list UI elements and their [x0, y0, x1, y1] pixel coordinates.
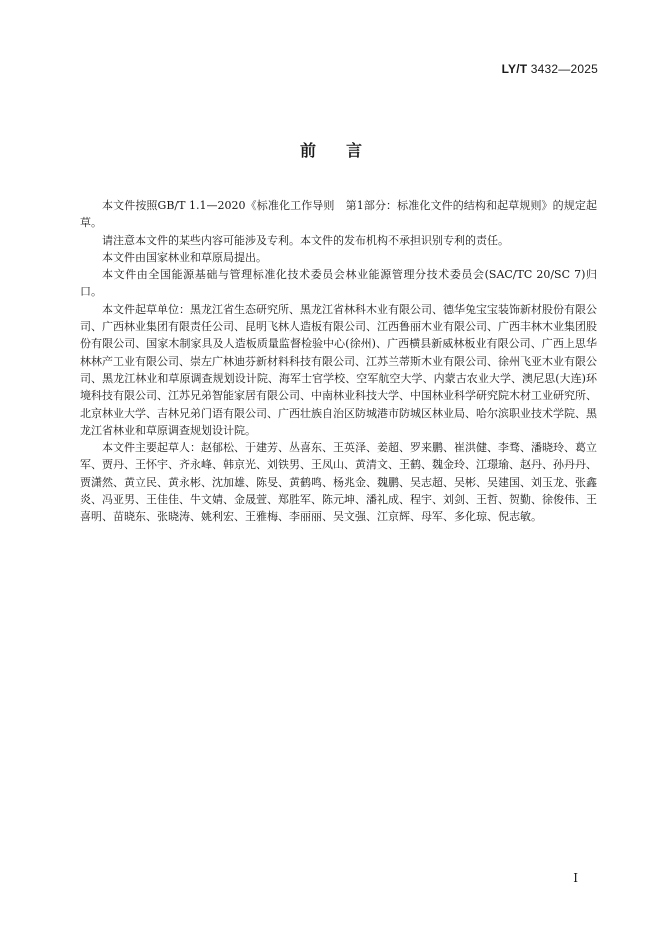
- paragraph-drafting-units: 本文件起草单位：黑龙江省生态研究所、黑龙江省林科木业有限公司、德华兔宝宝装饰新材股份有限公司、广西林业集团有限责任公司、昆明飞林人造板有限公司、江西鲁丽木业有限公司、广西丰林木业集团股份有限公司、国家木制家具及人造板质量监督检验中心(徐州)、广西横县新威林板业有限公司、广西上思华林林产工业有限公司、崇左广林迪芬新材料科技有限公司、江苏兰蒂斯木业有限公司、徐州飞亚木业有限公司、黑龙江林业和草原调查规划设计院、海军士官学校、空军航空大学、内蒙古农业大学、澳尼思(大连)环境科技有限公司、江苏兄弟智能家居有限公司、中南林业科技大学、中国林业科学研究院木材工业研究所、北京林业大学、吉林兄弟门语有限公司、广西壮族自治区防城港市防城区林业局、哈尔滨职业技术学院、黑龙江省林业和草原调查规划设计院。: [80, 302, 597, 437]
- paragraph-patent-notice: 请注意本文件的某些内容可能涉及专利。本文件的发布机构不承担识别专利的责任。: [102, 233, 509, 247]
- document-body: [80, 197, 597, 526]
- paragraph-drafting-rules: 本文件按照GB/T 1.1—2020《标准化工作导则 第1部分：标准化文件的结构和起草规则》的规定起草。: [80, 199, 597, 230]
- page-number: I: [573, 871, 578, 885]
- standard-code-number: 3432—2025: [527, 62, 598, 76]
- paragraph-proposer: 本文件由国家林业和草原局提出。: [102, 250, 267, 264]
- standard-code: [502, 62, 598, 76]
- paragraph-drafters: 本文件主要起草人：赵郁松、于建芳、丛喜东、王英泽、姜超、罗来鹏、崔洪健、李骛、潘晓玲、葛立军、贾丹、王怀宇、齐永峰、韩京光、刘铁男、王凤山、黄清文、王鹤、魏金玲、江璟瑜、赵丹、孙丹丹、贾潇然、黄立民、黄永彬、沈加雄、陈旻、黄鹤鸣、杨兆金、魏鹏、吴志超、吴彬、吴建国、刘玉龙、张鑫炎、冯亚男、王佳佳、牛文婧、金晟萱、郑胜军、陈元坤、潘礼成、程宇、刘剑、王哲、贺勤、徐俊伟、王喜明、苗晓东、张晓涛、姚利宏、王雅梅、李丽丽、吴文强、江京辉、母军、多化琼、倪志敏。: [80, 441, 597, 524]
- page-title: 前言: [299, 141, 392, 160]
- paragraph-committee: 本文件由全国能源基础与管理标准化技术委员会林业能源管理分技术委员会(SAC/TC 20/SC 7)归口。: [80, 268, 597, 299]
- standard-code-prefix: LY/T: [501, 62, 528, 76]
